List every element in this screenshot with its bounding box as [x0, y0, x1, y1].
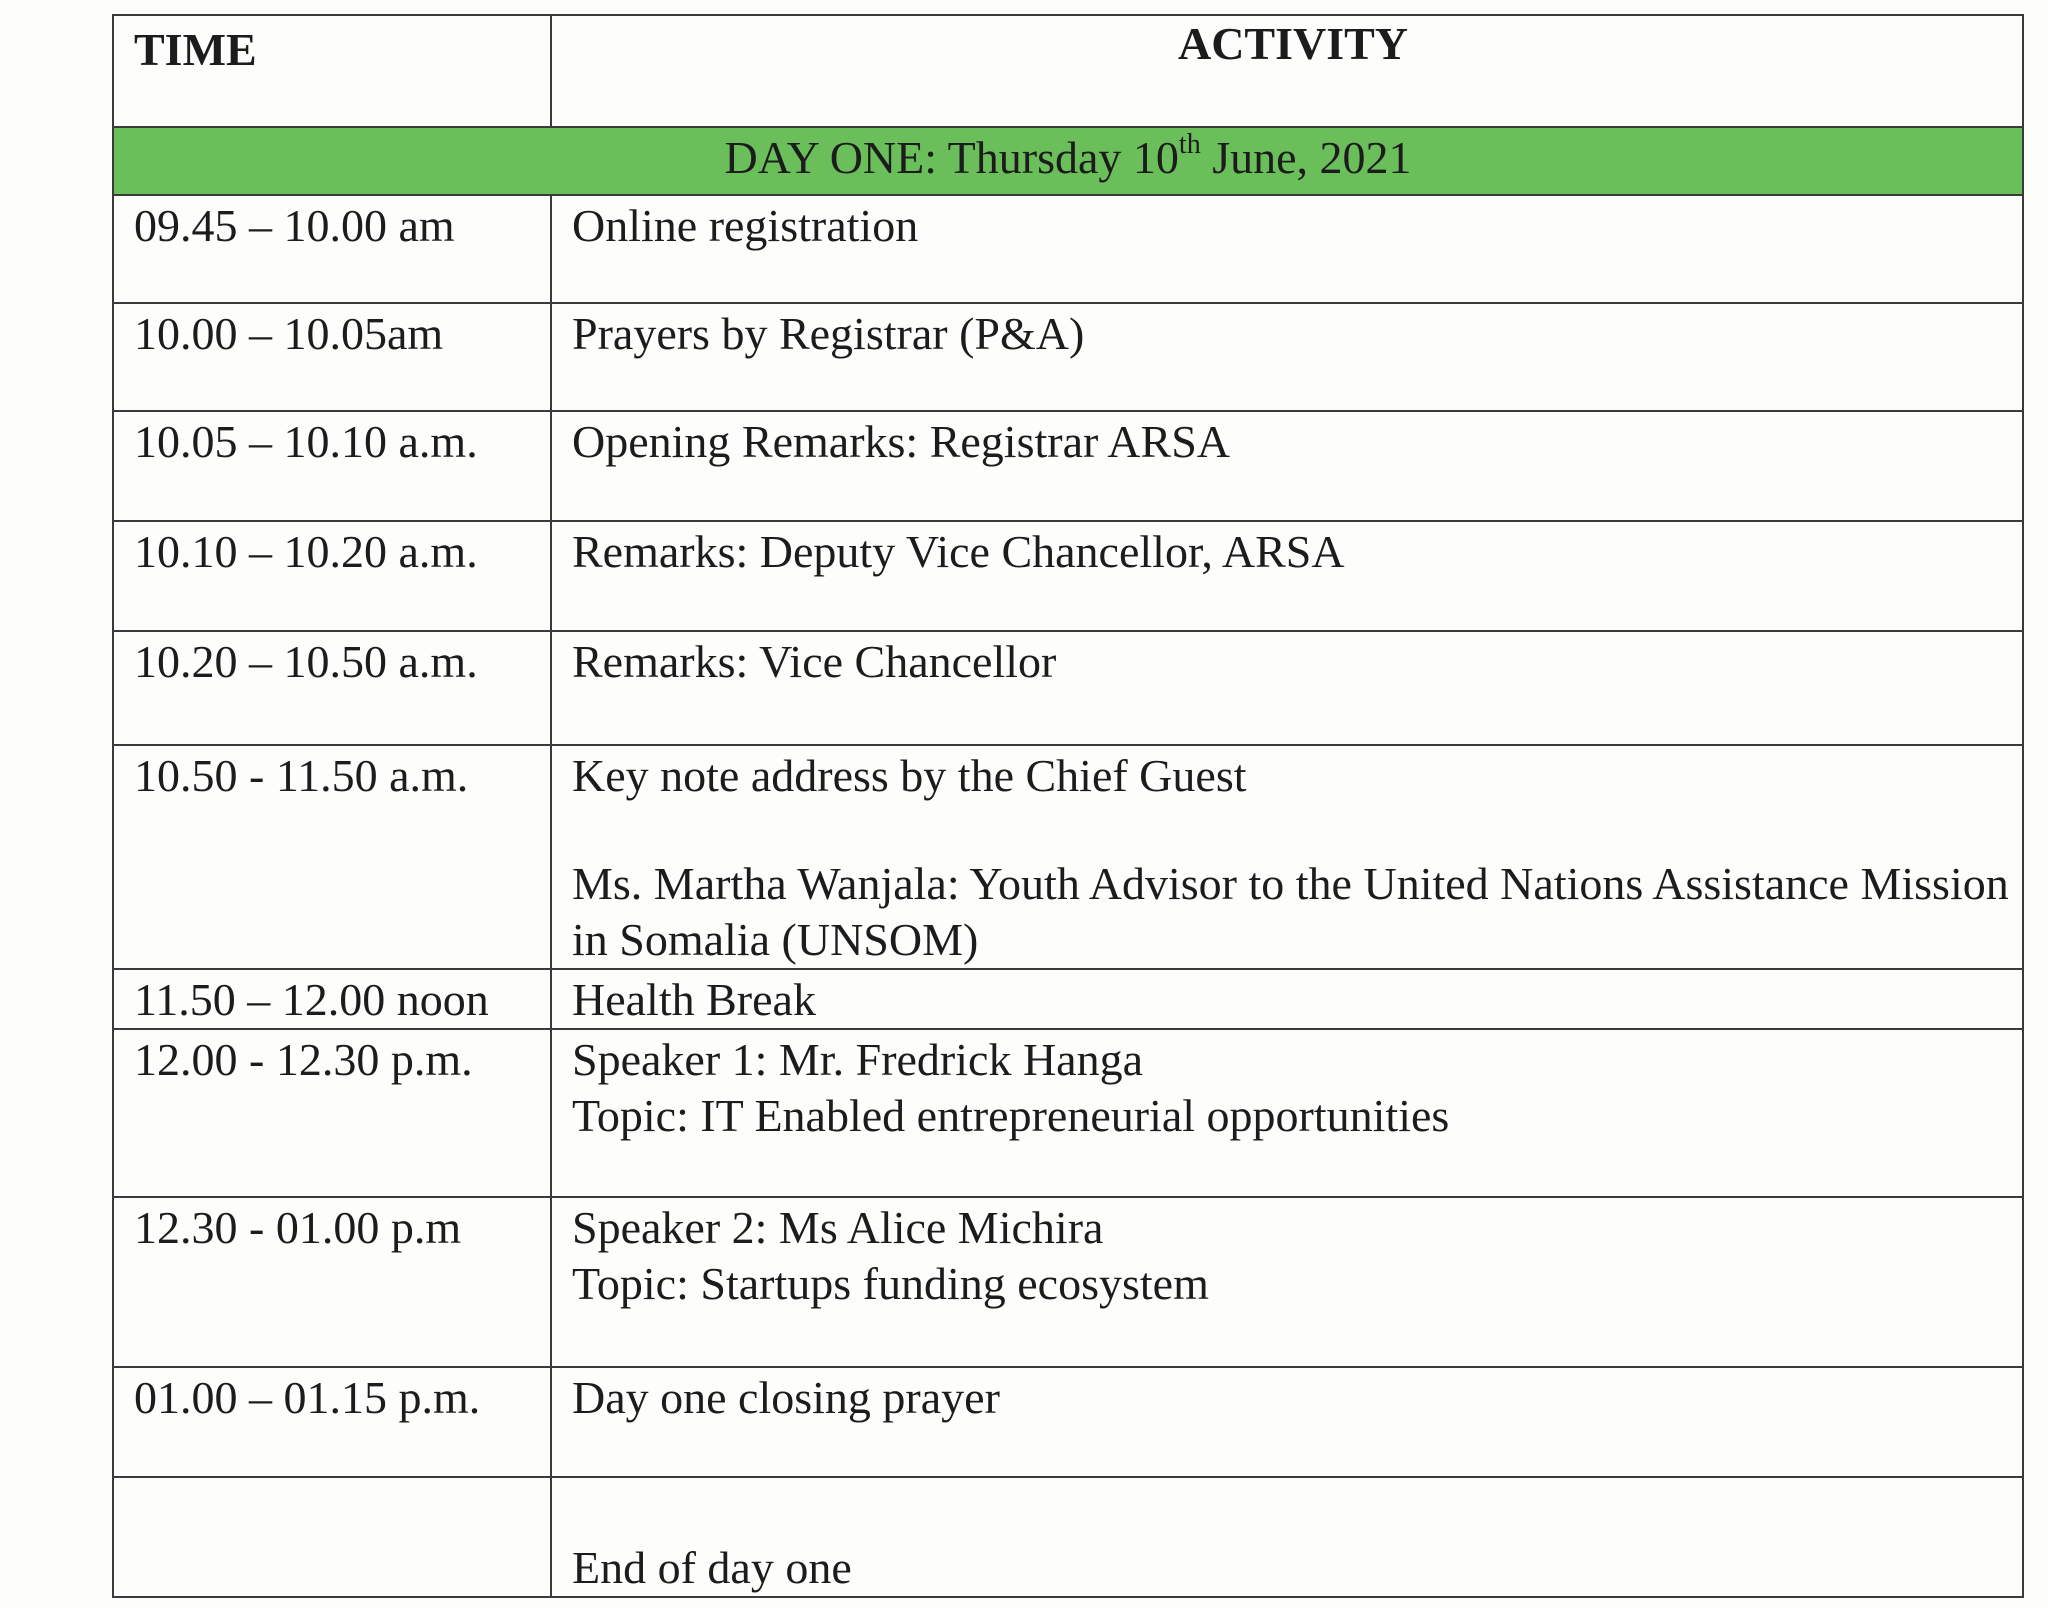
time-cell: 10.10 – 10.20 a.m. — [113, 521, 551, 631]
activity-column-header — [551, 15, 2023, 127]
day-banner — [113, 127, 2023, 195]
day-banner-prefix: DAY ONE: Thursday 10 — [724, 132, 1179, 183]
day-banner-ordinal: th — [1178, 128, 1201, 160]
time-cell: 12.30 - 01.00 p.m — [113, 1197, 551, 1367]
time-cell: 10.50 - 11.50 a.m. — [113, 745, 551, 969]
activity-cell — [551, 1197, 2023, 1367]
table-row — [113, 1367, 2023, 1477]
activity-cell — [551, 1029, 2023, 1197]
table-row — [113, 521, 2023, 631]
day-banner-row — [113, 127, 2023, 195]
activity-line: Speaker 1: Mr. Fredrick Hanga — [572, 1034, 1144, 1085]
activity-topic: Topic: IT Enabled entrepreneurial opportunities — [572, 1090, 1450, 1141]
time-cell: 10.20 – 10.50 a.m. — [113, 631, 551, 745]
activity-cell: Remarks: Vice Chancellor — [551, 631, 2023, 745]
activity-cell — [551, 745, 2023, 969]
activity-detail: Ms. Martha Wanjala: Youth Advisor to the United Nations Assistance Mission in Somalia (UNSOM) — [572, 858, 2009, 965]
table-row — [113, 303, 2023, 411]
time-cell — [113, 1477, 551, 1597]
activity-line: Key note address by the Chief Guest — [572, 750, 1247, 801]
time-cell: 10.05 – 10.10 a.m. — [113, 411, 551, 521]
time-cell: 11.50 – 12.00 noon — [113, 969, 551, 1029]
activity-cell: Opening Remarks: Registrar ARSA — [551, 411, 2023, 521]
end-of-day-label: End of day one — [572, 1542, 852, 1593]
table-row — [113, 411, 2023, 521]
time-cell: 09.45 – 10.00 am — [113, 195, 551, 303]
activity-cell: Prayers by Registrar (P&A) — [551, 303, 2023, 411]
activity-cell: Online registration — [551, 195, 2023, 303]
day-banner-suffix: June, 2021 — [1200, 132, 1412, 183]
table-row — [113, 969, 2023, 1029]
table-row — [113, 745, 2023, 969]
activity-cell: Health Break — [551, 969, 2023, 1029]
time-cell: 01.00 – 01.15 p.m. — [113, 1367, 551, 1477]
activity-column-header-label: ACTIVITY — [1177, 18, 1409, 69]
table-header-row — [113, 15, 2023, 127]
table-row — [113, 195, 2023, 303]
table-row — [113, 1197, 2023, 1367]
activity-topic: Topic: Startups funding ecosystem — [572, 1258, 1209, 1309]
time-cell: 10.00 – 10.05am — [113, 303, 551, 411]
table-row — [113, 1029, 2023, 1197]
table-row — [113, 631, 2023, 745]
activity-cell — [551, 1477, 2023, 1597]
time-column-header: TIME — [113, 15, 551, 127]
paragraph-gap — [572, 804, 2022, 856]
program-table — [112, 14, 2024, 1598]
activity-cell: Day one closing prayer — [551, 1367, 2023, 1477]
table-row — [113, 1477, 2023, 1597]
activity-line: Speaker 2: Ms Alice Michira — [572, 1202, 1104, 1253]
activity-cell: Remarks: Deputy Vice Chancellor, ARSA — [551, 521, 2023, 631]
time-cell: 12.00 - 12.30 p.m. — [113, 1029, 551, 1197]
